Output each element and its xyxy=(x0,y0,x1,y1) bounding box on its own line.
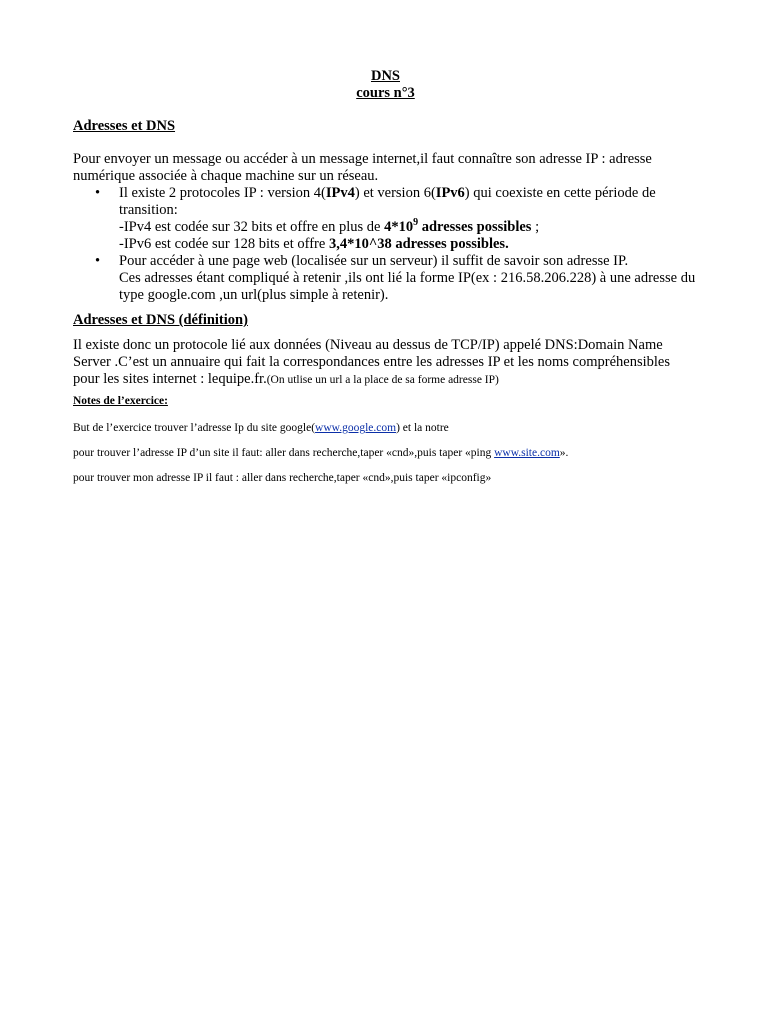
bullet-icon: • xyxy=(95,185,101,201)
document-title xyxy=(73,68,698,102)
list-item xyxy=(73,185,698,253)
bullet-list xyxy=(73,185,698,304)
bullet1-suffix: ) qui coexiste en cette période de transition: xyxy=(119,185,656,218)
bullet2-text-2: Ces adresses étant compliqué à retenir ,ils ont lié la forme IP(ex : 216.58.206.228) à une adresse du type google.com ,un url(plus simple à retenir). xyxy=(119,270,696,303)
ipv4-line-prefix: -IPv4 est codée sur 32 bits et offre en plus de xyxy=(119,219,385,235)
title-line-2: cours n°3 xyxy=(356,85,415,101)
notes-line-2-prefix: pour trouver l’adresse IP d’un site il faut: aller dans recherche,taper «cnd»,puis taper «ping xyxy=(73,447,495,459)
section-heading-adresses-dns: Adresses et DNS xyxy=(73,118,176,134)
document-page xyxy=(73,68,698,485)
notes-heading: Notes de l’exercice: xyxy=(73,395,168,407)
notes-line-2-suffix: ». xyxy=(559,447,569,459)
bullet2-text-1: Pour accéder à une page web (localisée sur un serveur) il suffit de savoir son adresse IP. xyxy=(119,253,629,269)
notes-line-1-suffix: ) et la notre xyxy=(396,422,449,434)
ipv4-count-rest: adresses possibles xyxy=(418,219,532,235)
bullet-icon: • xyxy=(95,253,101,269)
ipv6-label: IPv6 xyxy=(435,185,465,201)
google-link[interactable]: www.google.com xyxy=(315,422,397,434)
bullet1-middle: ) et version 6( xyxy=(354,185,436,201)
notes-line-1-prefix: But de l’exercice trouver l’adresse Ip du site google( xyxy=(73,422,316,434)
title-line-1: DNS xyxy=(370,68,400,84)
definition-paragraph xyxy=(73,337,698,388)
definition-small-note: (On utlise un url a la place de sa forme adresse IP) xyxy=(266,374,499,386)
definition-text: Il existe donc un protocole lié aux données (Niveau au dessus de TCP/IP) appelé DNS:Domain Name Server .C’est un annuaire qui fait la correspondances entre les adresses IP et les noms compréhensibles pour les sites internet : lequipe.fr. xyxy=(73,337,670,387)
intro-paragraph: Pour envoyer un message ou accéder à un message internet,il faut connaître son adresse IP : adresse numérique associée à chaque machine sur un réseau. xyxy=(73,151,652,184)
ipv4-count xyxy=(384,219,531,235)
site-link[interactable]: www.site.com xyxy=(494,447,560,459)
ipv6-line-prefix: -IPv6 est codée sur 128 bits et offre xyxy=(119,236,329,252)
bullet1-prefix: Il existe 2 protocoles IP : version 4( xyxy=(119,185,326,201)
ipv4-count-exponent: 9 xyxy=(413,217,419,229)
section-heading-definition: Adresses et DNS (définition) xyxy=(73,312,248,328)
ipv4-count-base: 4*10 xyxy=(384,219,414,235)
ipv4-line-suffix: ; xyxy=(531,219,540,235)
notes-line-1 xyxy=(73,421,698,435)
ipv6-count: 3,4*10^38 adresses possibles. xyxy=(328,236,509,252)
list-item xyxy=(73,253,698,304)
notes-line-2 xyxy=(73,446,698,460)
ipv4-label: IPv4 xyxy=(325,185,355,201)
notes-line-3: pour trouver mon adresse IP il faut : aller dans recherche,taper «cnd»,puis taper «ipconfig» xyxy=(73,472,492,484)
